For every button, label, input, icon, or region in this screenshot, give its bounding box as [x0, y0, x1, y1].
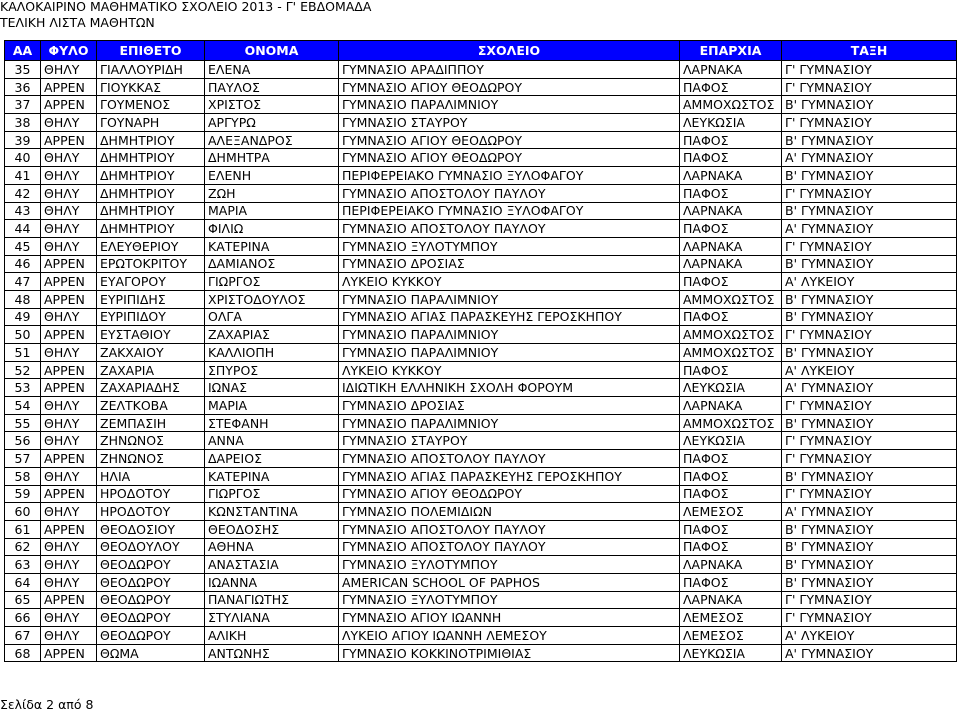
name-cell: ΚΩΝΣΤΑΝΤΙΝΑ	[205, 503, 339, 521]
surname-cell: ΓΟΥΜΕΝΟΣ	[97, 96, 205, 114]
class-cell: Β' ΓΥΜΝΑΣΙΟΥ	[782, 255, 957, 273]
row-number: 46	[5, 255, 41, 273]
class-cell: Β' ΓΥΜΝΑΣΙΟΥ	[782, 573, 957, 591]
district-cell: ΠΑΦΟΣ	[680, 220, 782, 238]
district-cell: ΑΜΜΟΧΩΣΤΟΣ	[680, 326, 782, 344]
name-cell: ΑΝΑΣΤΑΣΙΑ	[205, 556, 339, 574]
district-cell: ΑΜΜΟΧΩΣΤΟΣ	[680, 414, 782, 432]
name-cell: ΙΩΑΝΝΑ	[205, 573, 339, 591]
surname-cell: ΘΕΟΔΩΡΟΥ	[97, 573, 205, 591]
row-number: 51	[5, 344, 41, 362]
surname-cell: ΓΟΥΝΑΡΗ	[97, 114, 205, 132]
class-cell: Α' ΓΥΜΝΑΣΙΟΥ	[782, 149, 957, 167]
district-cell: ΠΑΦΟΣ	[680, 520, 782, 538]
district-cell: ΛΑΡΝΑΚΑ	[680, 61, 782, 79]
name-cell: ΑΘΗΝΑ	[205, 538, 339, 556]
row-number: 58	[5, 467, 41, 485]
gender-cell: ΑΡΡΕΝ	[41, 78, 97, 96]
table-row	[5, 78, 957, 96]
table-row	[5, 432, 957, 450]
school-cell: ΓΥΜΝΑΣΙΟ ΑΠΟΣΤΟΛΟΥ ΠΑΥΛΟΥ	[339, 220, 680, 238]
school-cell: ΠΕΡΙΦΕΡΕΙΑΚΟ ΓΥΜΝΑΣΙΟ ΞΥΛΟΦΑΓΟΥ	[339, 202, 680, 220]
gender-cell: ΘΗΛΥ	[41, 149, 97, 167]
gender-cell: ΘΗΛΥ	[41, 61, 97, 79]
surname-cell: ΔΗΜΗΤΡΙΟΥ	[97, 131, 205, 149]
surname-cell: ΖΗΝΩΝΟΣ	[97, 450, 205, 468]
surname-cell: ΖΕΛΤΚΟΒΑ	[97, 397, 205, 415]
surname-cell: ΓΙΑΛΛΟΥΡΙΔΗ	[97, 61, 205, 79]
class-cell: Γ' ΓΥΜΝΑΣΙΟΥ	[782, 432, 957, 450]
class-cell: Α' ΓΥΜΝΑΣΙΟΥ	[782, 379, 957, 397]
row-number: 59	[5, 485, 41, 503]
surname-cell: ΕΥΡΙΠΙΔΗΣ	[97, 290, 205, 308]
surname-cell: ΖΑΧΑΡΙΑ	[97, 361, 205, 379]
class-cell: Γ' ΓΥΜΝΑΣΙΟΥ	[782, 450, 957, 468]
row-number: 38	[5, 114, 41, 132]
school-cell: ΓΥΜΝΑΣΙΟ ΑΓΙΟΥ ΘΕΟΔΩΡΟΥ	[339, 78, 680, 96]
class-cell: Γ' ΓΥΜΝΑΣΙΟΥ	[782, 326, 957, 344]
students-table	[4, 40, 957, 662]
surname-cell: ΖΕΜΠΑΣΙΗ	[97, 414, 205, 432]
gender-cell: ΘΗΛΥ	[41, 573, 97, 591]
class-cell: Α' ΛΥΚΕΙΟΥ	[782, 627, 957, 645]
gender-cell: ΑΡΡΕΝ	[41, 96, 97, 114]
school-cell: ΓΥΜΝΑΣΙΟ ΠΟΛΕΜΙΔΙΩΝ	[339, 503, 680, 521]
gender-cell: ΘΗΛΥ	[41, 503, 97, 521]
district-cell: ΛΑΡΝΑΚΑ	[680, 556, 782, 574]
name-cell: ΧΡΙΣΤΟΔΟΥΛΟΣ	[205, 290, 339, 308]
table-row	[5, 61, 957, 79]
surname-cell: ΘΕΟΔΩΡΟΥ	[97, 591, 205, 609]
table-header-row	[5, 41, 957, 61]
class-cell: Β' ΓΥΜΝΑΣΙΟΥ	[782, 308, 957, 326]
surname-cell: ΖΑΚΧΑΙΟΥ	[97, 344, 205, 362]
district-cell: ΛΑΡΝΑΚΑ	[680, 237, 782, 255]
gender-cell: ΑΡΡΕΝ	[41, 131, 97, 149]
surname-cell: ΘΩΜΑ	[97, 644, 205, 662]
row-number: 56	[5, 432, 41, 450]
district-cell: ΛΕΥΚΩΣΙΑ	[680, 114, 782, 132]
table-row	[5, 467, 957, 485]
gender-cell: ΑΡΡΕΝ	[41, 379, 97, 397]
name-cell: ΠΑΥΛΟΣ	[205, 78, 339, 96]
table-row	[5, 220, 957, 238]
row-number: 65	[5, 591, 41, 609]
class-cell: Α' ΛΥΚΕΙΟΥ	[782, 361, 957, 379]
surname-cell: ΘΕΟΔΩΡΟΥ	[97, 556, 205, 574]
row-number: 61	[5, 520, 41, 538]
gender-cell: ΑΡΡΕΝ	[41, 485, 97, 503]
table-row	[5, 255, 957, 273]
surname-cell: ΕΥΣΤΑΘΙΟΥ	[97, 326, 205, 344]
class-cell: Β' ΓΥΜΝΑΣΙΟΥ	[782, 556, 957, 574]
row-number: 55	[5, 414, 41, 432]
name-cell: ΑΝΝΑ	[205, 432, 339, 450]
name-cell: ΠΑΝΑΓΙΩΤΗΣ	[205, 591, 339, 609]
name-cell: ΓΙΩΡΓΟΣ	[205, 485, 339, 503]
district-cell: ΠΑΦΟΣ	[680, 184, 782, 202]
school-cell: ΓΥΜΝΑΣΙΟ ΑΠΟΣΤΟΛΟΥ ΠΑΥΛΟΥ	[339, 450, 680, 468]
district-cell: ΠΑΦΟΣ	[680, 467, 782, 485]
gender-cell: ΑΡΡΕΝ	[41, 361, 97, 379]
column-header-gender: ΦΥΛΟ	[41, 41, 97, 61]
name-cell: ΚΑΤΕΡΙΝΑ	[205, 237, 339, 255]
gender-cell: ΘΗΛΥ	[41, 627, 97, 645]
row-number: 48	[5, 290, 41, 308]
school-cell: ΓΥΜΝΑΣΙΟ ΠΑΡΑΛΙΜΝΙΟΥ	[339, 414, 680, 432]
class-cell: Γ' ΓΥΜΝΑΣΙΟΥ	[782, 237, 957, 255]
gender-cell: ΑΡΡΕΝ	[41, 520, 97, 538]
table-row	[5, 326, 957, 344]
district-cell: ΠΑΦΟΣ	[680, 573, 782, 591]
name-cell: ΘΕΟΔΟΣΗΣ	[205, 520, 339, 538]
surname-cell: ΖΑΧΑΡΙΑΔΗΣ	[97, 379, 205, 397]
name-cell: ΑΝΤΩΝΗΣ	[205, 644, 339, 662]
table-row	[5, 485, 957, 503]
class-cell: Β' ΓΥΜΝΑΣΙΟΥ	[782, 96, 957, 114]
gender-cell: ΘΗΛΥ	[41, 344, 97, 362]
class-cell: Β' ΓΥΜΝΑΣΙΟΥ	[782, 414, 957, 432]
row-number: 60	[5, 503, 41, 521]
row-number: 42	[5, 184, 41, 202]
school-cell: ΓΥΜΝΑΣΙΟ ΑΠΟΣΤΟΛΟΥ ΠΑΥΛΟΥ	[339, 538, 680, 556]
name-cell: ΑΛΙΚΗ	[205, 627, 339, 645]
column-header-school: ΣΧΟΛΕΙΟ	[339, 41, 680, 61]
class-cell: Β' ΓΥΜΝΑΣΙΟΥ	[782, 538, 957, 556]
school-cell: ΓΥΜΝΑΣΙΟ ΑΓΙΟΥ ΘΕΟΔΩΡΟΥ	[339, 131, 680, 149]
district-cell: ΠΑΦΟΣ	[680, 149, 782, 167]
name-cell: ΧΡΙΣΤΟΣ	[205, 96, 339, 114]
class-cell: Α' ΓΥΜΝΑΣΙΟΥ	[782, 644, 957, 662]
surname-cell: ΘΕΟΔΟΣΙΟΥ	[97, 520, 205, 538]
school-cell: ΓΥΜΝΑΣΙΟ ΣΤΑΥΡΟΥ	[339, 432, 680, 450]
name-cell: ΚΑΛΛΙΟΠΗ	[205, 344, 339, 362]
class-cell: Α' ΛΥΚΕΙΟΥ	[782, 273, 957, 291]
school-cell: ΓΥΜΝΑΣΙΟ ΠΑΡΑΛΙΜΝΙΟΥ	[339, 326, 680, 344]
class-cell: Γ' ΓΥΜΝΑΣΙΟΥ	[782, 184, 957, 202]
row-number: 54	[5, 397, 41, 415]
district-cell: ΛΕΜΕΣΟΣ	[680, 627, 782, 645]
district-cell: ΛΑΡΝΑΚΑ	[680, 591, 782, 609]
school-cell: ΓΥΜΝΑΣΙΟ ΑΓΙΑΣ ΠΑΡΑΣΚΕΥΗΣ ΓΕΡΟΣΚΗΠΟΥ	[339, 308, 680, 326]
gender-cell: ΑΡΡΕΝ	[41, 290, 97, 308]
school-cell: ΓΥΜΝΑΣΙΟ ΑΓΙΟΥ ΙΩΑΝΝΗ	[339, 609, 680, 627]
row-number: 41	[5, 167, 41, 185]
table-row	[5, 167, 957, 185]
gender-cell: ΘΗΛΥ	[41, 556, 97, 574]
table-row	[5, 414, 957, 432]
row-number: 62	[5, 538, 41, 556]
column-header-aa: ΑΑ	[5, 41, 41, 61]
class-cell: Β' ΓΥΜΝΑΣΙΟΥ	[782, 131, 957, 149]
school-cell: ΓΥΜΝΑΣΙΟ ΑΠΟΣΤΟΛΟΥ ΠΑΥΛΟΥ	[339, 184, 680, 202]
school-cell: ΓΥΜΝΑΣΙΟ ΞΥΛΟΤΥΜΠΟΥ	[339, 237, 680, 255]
name-cell: ΣΠΥΡΟΣ	[205, 361, 339, 379]
district-cell: ΠΑΦΟΣ	[680, 538, 782, 556]
class-cell: Γ' ΓΥΜΝΑΣΙΟΥ	[782, 397, 957, 415]
school-cell: ΠΕΡΙΦΕΡΕΙΑΚΟ ΓΥΜΝΑΣΙΟ ΞΥΛΟΦΑΓΟΥ	[339, 167, 680, 185]
class-cell: Α' ΓΥΜΝΑΣΙΟΥ	[782, 503, 957, 521]
school-cell: ΓΥΜΝΑΣΙΟ ΚΟΚΚΙΝΟΤΡΙΜΙΘΙΑΣ	[339, 644, 680, 662]
gender-cell: ΘΗΛΥ	[41, 220, 97, 238]
row-number: 37	[5, 96, 41, 114]
surname-cell: ΔΗΜΗΤΡΙΟΥ	[97, 202, 205, 220]
class-cell: Β' ΓΥΜΝΑΣΙΟΥ	[782, 520, 957, 538]
class-cell: Γ' ΓΥΜΝΑΣΙΟΥ	[782, 591, 957, 609]
school-cell: ΓΥΜΝΑΣΙΟ ΔΡΟΣΙΑΣ	[339, 255, 680, 273]
column-header-name: ΟΝΟΜΑ	[205, 41, 339, 61]
gender-cell: ΘΗΛΥ	[41, 538, 97, 556]
district-cell: ΛΑΡΝΑΚΑ	[680, 202, 782, 220]
table-row	[5, 96, 957, 114]
table-row	[5, 556, 957, 574]
district-cell: ΠΑΦΟΣ	[680, 361, 782, 379]
row-number: 63	[5, 556, 41, 574]
table-row	[5, 627, 957, 645]
table-row	[5, 379, 957, 397]
row-number: 50	[5, 326, 41, 344]
gender-cell: ΘΗΛΥ	[41, 202, 97, 220]
table-row	[5, 591, 957, 609]
name-cell: ΜΑΡΙΑ	[205, 202, 339, 220]
district-cell: ΠΑΦΟΣ	[680, 131, 782, 149]
table-row	[5, 644, 957, 662]
district-cell: ΛΕΜΕΣΟΣ	[680, 609, 782, 627]
surname-cell: ΘΕΟΔΩΡΟΥ	[97, 627, 205, 645]
table-row	[5, 184, 957, 202]
row-number: 52	[5, 361, 41, 379]
column-header-surname: ΕΠΙΘΕΤΟ	[97, 41, 205, 61]
district-cell: ΑΜΜΟΧΩΣΤΟΣ	[680, 96, 782, 114]
row-number: 57	[5, 450, 41, 468]
name-cell: ΑΛΕΞΑΝΔΡΟΣ	[205, 131, 339, 149]
district-cell: ΠΑΦΟΣ	[680, 450, 782, 468]
district-cell: ΛΑΡΝΑΚΑ	[680, 397, 782, 415]
column-header-district: ΕΠΑΡΧΙΑ	[680, 41, 782, 61]
surname-cell: ΓΙΟΥΚΚΑΣ	[97, 78, 205, 96]
surname-cell: ΘΕΟΔΟΥΛΟΥ	[97, 538, 205, 556]
gender-cell: ΘΗΛΥ	[41, 397, 97, 415]
surname-cell: ΕΥΑΓΟΡΟΥ	[97, 273, 205, 291]
district-cell: ΑΜΜΟΧΩΣΤΟΣ	[680, 344, 782, 362]
surname-cell: ΕΛΕΥΘΕΡΙΟΥ	[97, 237, 205, 255]
gender-cell: ΘΗΛΥ	[41, 609, 97, 627]
surname-cell: ΔΗΜΗΤΡΙΟΥ	[97, 220, 205, 238]
row-number: 44	[5, 220, 41, 238]
class-cell: Β' ΓΥΜΝΑΣΙΟΥ	[782, 167, 957, 185]
gender-cell: ΘΗΛΥ	[41, 432, 97, 450]
row-number: 40	[5, 149, 41, 167]
gender-cell: ΘΗΛΥ	[41, 184, 97, 202]
table-row	[5, 131, 957, 149]
class-cell: Β' ΓΥΜΝΑΣΙΟΥ	[782, 202, 957, 220]
surname-cell: ΖΗΝΩΝΟΣ	[97, 432, 205, 450]
district-cell: ΛΑΡΝΑΚΑ	[680, 255, 782, 273]
gender-cell: ΘΗΛΥ	[41, 237, 97, 255]
district-cell: ΛΕΥΚΩΣΙΑ	[680, 379, 782, 397]
table-body	[5, 61, 957, 662]
school-cell: ΙΔΙΩΤΙΚΗ ΕΛΛΗΝΙΚΗ ΣΧΟΛΗ ΦΟΡΟΥΜ	[339, 379, 680, 397]
district-cell: ΠΑΦΟΣ	[680, 308, 782, 326]
gender-cell: ΘΗΛΥ	[41, 167, 97, 185]
class-cell: Γ' ΓΥΜΝΑΣΙΟΥ	[782, 609, 957, 627]
school-cell: ΛΥΚΕΙΟ ΚΥΚΚΟΥ	[339, 273, 680, 291]
name-cell: ΙΩΝΑΣ	[205, 379, 339, 397]
row-number: 36	[5, 78, 41, 96]
name-cell: ΣΤΥΛΙΑΝΑ	[205, 609, 339, 627]
school-cell: ΓΥΜΝΑΣΙΟ ΣΤΑΥΡΟΥ	[339, 114, 680, 132]
name-cell: ΖΑΧΑΡΙΑΣ	[205, 326, 339, 344]
surname-cell: ΔΗΜΗΤΡΙΟΥ	[97, 184, 205, 202]
district-cell: ΠΑΦΟΣ	[680, 78, 782, 96]
row-number: 68	[5, 644, 41, 662]
class-cell: Β' ΓΥΜΝΑΣΙΟΥ	[782, 290, 957, 308]
table-row	[5, 361, 957, 379]
table-row	[5, 344, 957, 362]
gender-cell: ΘΗΛΥ	[41, 308, 97, 326]
name-cell: ΟΛΓΑ	[205, 308, 339, 326]
name-cell: ΚΑΤΕΡΙΝΑ	[205, 467, 339, 485]
district-cell: ΛΑΡΝΑΚΑ	[680, 167, 782, 185]
class-cell: Β' ΓΥΜΝΑΣΙΟΥ	[782, 344, 957, 362]
name-cell: ΕΛΕΝΑ	[205, 61, 339, 79]
school-cell: ΓΥΜΝΑΣΙΟ ΔΡΟΣΙΑΣ	[339, 397, 680, 415]
table-row	[5, 290, 957, 308]
table-row	[5, 538, 957, 556]
school-cell: ΓΥΜΝΑΣΙΟ ΠΑΡΑΛΙΜΝΙΟΥ	[339, 344, 680, 362]
row-number: 39	[5, 131, 41, 149]
table-row	[5, 520, 957, 538]
table-row	[5, 114, 957, 132]
school-cell: AMERICAN SCHOOL OF PAPHOS	[339, 573, 680, 591]
row-number: 43	[5, 202, 41, 220]
name-cell: ΔΑΜΙΑΝΟΣ	[205, 255, 339, 273]
school-cell: ΓΥΜΝΑΣΙΟ ΞΥΛΟΤΥΜΠΟΥ	[339, 556, 680, 574]
column-header-class: ΤΑΞΗ	[782, 41, 957, 61]
name-cell: ΑΡΓΥΡΩ	[205, 114, 339, 132]
gender-cell: ΘΗΛΥ	[41, 467, 97, 485]
table-row	[5, 397, 957, 415]
surname-cell: ΗΡΟΔΟΤΟΥ	[97, 503, 205, 521]
document-title: ΚΑΛΟΚΑΙΡΙΝΟ ΜΑΘΗΜΑΤΙΚΟ ΣΧΟΛΕΙΟ 2013 - Γ' ΕΒΔΟΜΑΔΑ	[0, 0, 372, 14]
row-number: 47	[5, 273, 41, 291]
surname-cell: ΕΥΡΙΠΙΔΟΥ	[97, 308, 205, 326]
surname-cell: ΗΡΟΔΟΤΟΥ	[97, 485, 205, 503]
district-cell: ΛΕΜΕΣΟΣ	[680, 503, 782, 521]
school-cell: ΓΥΜΝΑΣΙΟ ΞΥΛΟΤΥΜΠΟΥ	[339, 591, 680, 609]
name-cell: ΖΩΗ	[205, 184, 339, 202]
surname-cell: ΕΡΩΤΟΚΡΙΤΟΥ	[97, 255, 205, 273]
class-cell: Β' ΓΥΜΝΑΣΙΟΥ	[782, 467, 957, 485]
school-cell: ΓΥΜΝΑΣΙΟ ΑΠΟΣΤΟΛΟΥ ΠΑΥΛΟΥ	[339, 520, 680, 538]
surname-cell: ΔΗΜΗΤΡΙΟΥ	[97, 167, 205, 185]
table-row	[5, 573, 957, 591]
class-cell: Α' ΓΥΜΝΑΣΙΟΥ	[782, 220, 957, 238]
page-footer: Σελίδα 2 από 8	[0, 697, 94, 712]
school-cell: ΓΥΜΝΑΣΙΟ ΑΡΑΔΙΠΠΟΥ	[339, 61, 680, 79]
gender-cell: ΑΡΡΕΝ	[41, 273, 97, 291]
school-cell: ΓΥΜΝΑΣΙΟ ΑΓΙΟΥ ΘΕΟΔΩΡΟΥ	[339, 149, 680, 167]
school-cell: ΛΥΚΕΙΟ ΑΓΙΟΥ ΙΩΑΝΝΗ ΛΕΜΕΣΟΥ	[339, 627, 680, 645]
gender-cell: ΑΡΡΕΝ	[41, 450, 97, 468]
table-row	[5, 308, 957, 326]
table-row	[5, 609, 957, 627]
table-row	[5, 149, 957, 167]
district-cell: ΛΕΥΚΩΣΙΑ	[680, 432, 782, 450]
school-cell: ΛΥΚΕΙΟ ΚΥΚΚΟΥ	[339, 361, 680, 379]
district-cell: ΠΑΦΟΣ	[680, 273, 782, 291]
name-cell: ΔΗΜΗΤΡΑ	[205, 149, 339, 167]
name-cell: ΕΛΕΝΗ	[205, 167, 339, 185]
row-number: 49	[5, 308, 41, 326]
table-row	[5, 450, 957, 468]
name-cell: ΓΙΩΡΓΟΣ	[205, 273, 339, 291]
table-row	[5, 237, 957, 255]
gender-cell: ΑΡΡΕΝ	[41, 591, 97, 609]
class-cell: Γ' ΓΥΜΝΑΣΙΟΥ	[782, 485, 957, 503]
district-cell: ΠΑΦΟΣ	[680, 485, 782, 503]
name-cell: ΣΤΕΦΑΝΗ	[205, 414, 339, 432]
district-cell: ΑΜΜΟΧΩΣΤΟΣ	[680, 290, 782, 308]
gender-cell: ΑΡΡΕΝ	[41, 644, 97, 662]
document-subtitle: ΤΕΛΙΚΗ ΛΙΣΤΑ ΜΑΘΗΤΩΝ	[0, 15, 155, 30]
name-cell: ΦΙΛΙΩ	[205, 220, 339, 238]
surname-cell: ΗΛΙΑ	[97, 467, 205, 485]
gender-cell: ΘΗΛΥ	[41, 414, 97, 432]
table-row	[5, 202, 957, 220]
row-number: 35	[5, 61, 41, 79]
school-cell: ΓΥΜΝΑΣΙΟ ΠΑΡΑΛΙΜΝΙΟΥ	[339, 290, 680, 308]
row-number: 67	[5, 627, 41, 645]
row-number: 64	[5, 573, 41, 591]
table-row	[5, 503, 957, 521]
district-cell: ΛΕΥΚΩΣΙΑ	[680, 644, 782, 662]
gender-cell: ΑΡΡΕΝ	[41, 326, 97, 344]
class-cell: Γ' ΓΥΜΝΑΣΙΟΥ	[782, 114, 957, 132]
row-number: 45	[5, 237, 41, 255]
name-cell: ΔΑΡΕΙΟΣ	[205, 450, 339, 468]
table-row	[5, 273, 957, 291]
surname-cell: ΔΗΜΗΤΡΙΟΥ	[97, 149, 205, 167]
class-cell: Γ' ΓΥΜΝΑΣΙΟΥ	[782, 78, 957, 96]
gender-cell: ΘΗΛΥ	[41, 114, 97, 132]
name-cell: ΜΑΡΙΑ	[205, 397, 339, 415]
row-number: 66	[5, 609, 41, 627]
school-cell: ΓΥΜΝΑΣΙΟ ΑΓΙΑΣ ΠΑΡΑΣΚΕΥΗΣ ΓΕΡΟΣΚΗΠΟΥ	[339, 467, 680, 485]
gender-cell: ΑΡΡΕΝ	[41, 255, 97, 273]
row-number: 53	[5, 379, 41, 397]
surname-cell: ΘΕΟΔΩΡΟΥ	[97, 609, 205, 627]
class-cell: Γ' ΓΥΜΝΑΣΙΟΥ	[782, 61, 957, 79]
school-cell: ΓΥΜΝΑΣΙΟ ΠΑΡΑΛΙΜΝΙΟΥ	[339, 96, 680, 114]
school-cell: ΓΥΜΝΑΣΙΟ ΑΓΙΟΥ ΘΕΟΔΩΡΟΥ	[339, 485, 680, 503]
